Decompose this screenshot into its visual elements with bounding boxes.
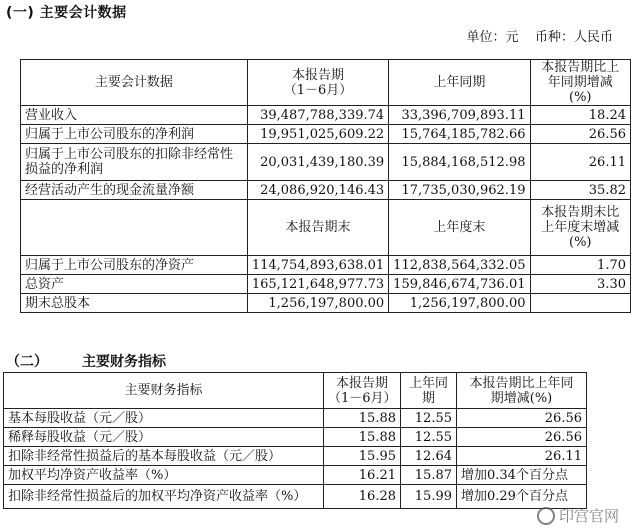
current-value: 16.28 [324, 485, 401, 509]
change-value [530, 294, 631, 313]
current-value: 39,487,788,339.74 [247, 106, 388, 125]
row-label: 归属于上市公司股东的扣除非经常性损益的净利润 [21, 144, 248, 181]
table-row [4, 466, 587, 485]
current-value: 24,086,920,146.43 [247, 181, 388, 200]
row-label: 加权平均净资产收益率（%） [4, 466, 324, 485]
row-label: 扣除非经常性损益后的基本每股收益（元／股） [4, 447, 324, 466]
header-cell: 本报告期比上 年同期增减 (%) [530, 60, 631, 106]
table-subheader-row [21, 200, 631, 256]
current-value: 20,031,439,180.39 [247, 144, 388, 181]
header-cell: 本报告期末 [247, 200, 388, 256]
row-label: 归属于上市公司股东的净利润 [21, 125, 248, 144]
current-value: 15.95 [324, 447, 401, 466]
header-cell: 本报告期末比 上年度末增减 (%) [530, 200, 631, 256]
wechat-logo-icon [537, 507, 555, 525]
row-label: 经营活动产生的现金流量净额 [21, 181, 248, 200]
prior-value: 33,396,709,893.11 [389, 106, 530, 125]
table-header-row [4, 373, 587, 409]
current-value: 15.88 [324, 428, 401, 447]
header-cell: 主要会计数据 [21, 60, 248, 106]
header-cell: 上年度末 [389, 200, 530, 256]
table-row [21, 125, 631, 144]
change-value: 18.24 [530, 106, 631, 125]
prior-value: 1,256,197,800.00 [389, 294, 530, 313]
watermark [537, 505, 619, 526]
change-value: 3.30 [530, 275, 631, 294]
table-row [4, 428, 587, 447]
prior-value: 159,846,674,736.01 [389, 275, 530, 294]
change-value: 26.11 [457, 447, 587, 466]
prior-value: 15.87 [401, 466, 457, 485]
row-label: 营业收入 [21, 106, 248, 125]
current-value: 165,121,648,977.73 [247, 275, 388, 294]
current-value: 1,256,197,800.00 [247, 294, 388, 313]
table-row [4, 409, 587, 428]
section2-number: （二） [6, 354, 48, 370]
header-cell: 本报告期 （1－6月） [324, 373, 401, 409]
current-value: 114,754,893,638.01 [247, 256, 388, 275]
header-cell: 上年同期 [389, 60, 530, 106]
header-cell: 上年同 期 [401, 373, 457, 409]
table-row [21, 294, 631, 313]
watermark-text: 印宫官网 [558, 507, 619, 525]
change-value: 增加0.29个百分点 [457, 485, 587, 509]
row-label: 稀释每股收益（元／股） [4, 428, 324, 447]
current-value: 16.21 [324, 466, 401, 485]
table-header-row [21, 60, 631, 106]
row-label: 归属于上市公司股东的净资产 [21, 256, 248, 275]
change-value: 1.70 [530, 256, 631, 275]
prior-value: 12.55 [401, 428, 457, 447]
main-accounting-data-table [20, 59, 631, 313]
prior-value: 17,735,030,962.19 [389, 181, 530, 200]
change-value: 35.82 [530, 181, 631, 200]
header-cell-empty [21, 200, 248, 256]
header-cell: 本报告期 （1－6月） [247, 60, 388, 106]
change-value: 26.56 [530, 125, 631, 144]
unit-label: 单位：元 [466, 30, 519, 45]
unit-currency-line [466, 26, 613, 45]
table-row [4, 447, 587, 466]
change-value: 增加0.34个百分点 [457, 466, 587, 485]
change-value: 26.56 [457, 409, 587, 428]
section2-title [6, 351, 166, 371]
prior-value: 15.99 [401, 485, 457, 509]
main-financial-indicators-table [3, 372, 587, 509]
prior-value: 12.64 [401, 447, 457, 466]
table-row [21, 275, 631, 294]
header-cell: 本报告期比上年同 期增减(%) [457, 373, 587, 409]
row-label: 总资产 [21, 275, 248, 294]
prior-value: 15,764,185,782.66 [389, 125, 530, 144]
table-row [21, 181, 631, 200]
prior-value: 112,838,564,332.05 [389, 256, 530, 275]
header-cell: 主要财务指标 [4, 373, 324, 409]
table-row [21, 144, 631, 181]
current-value: 19,951,025,609.22 [247, 125, 388, 144]
row-label: 扣除非经常性损益后的加权平均净资产收益率（%） [4, 485, 324, 509]
row-label: 期末总股本 [21, 294, 248, 313]
table-row [21, 106, 631, 125]
row-label: 基本每股收益（元／股） [4, 409, 324, 428]
prior-value: 12.55 [401, 409, 457, 428]
change-value: 26.56 [457, 428, 587, 447]
prior-value: 15,884,168,512.98 [389, 144, 530, 181]
change-value: 26.11 [530, 144, 631, 181]
table-row [21, 256, 631, 275]
table-row [4, 485, 587, 509]
currency-label: 币种：人民币 [534, 30, 613, 45]
section1-title: (一) 主要会计数据 [6, 5, 127, 21]
section2-title-text: 主要财务指标 [82, 354, 166, 370]
current-value: 15.88 [324, 409, 401, 428]
